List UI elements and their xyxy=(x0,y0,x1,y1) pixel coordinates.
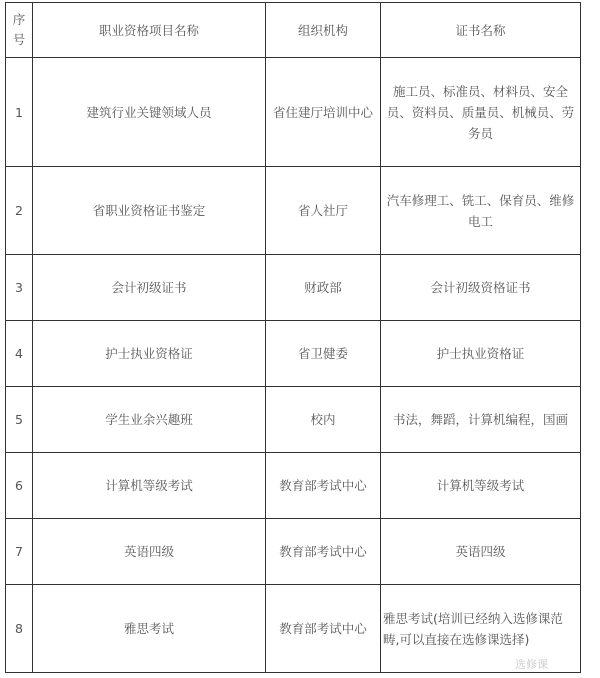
row-number: 3 xyxy=(6,255,33,321)
project-name: 英语四级 xyxy=(33,519,266,585)
table-row xyxy=(6,58,581,167)
row-number: 8 xyxy=(6,585,33,673)
row-number: 6 xyxy=(6,453,33,519)
certificate-name: 雅思考试(培训已经纳入选修课范畴,可以直接在选修课选择) xyxy=(381,585,581,673)
table-row xyxy=(6,255,581,321)
project-name: 建筑行业关键领域人员 xyxy=(33,58,266,167)
certificate-name: 计算机等级考试 xyxy=(381,453,581,519)
project-name: 护士执业资格证 xyxy=(33,321,266,387)
project-name: 省职业资格证书鉴定 xyxy=(33,167,266,255)
organization: 省住建厅培训中心 xyxy=(266,58,381,167)
certificate-name: 施工员、标准员、材料员、安全员、资料员、质量员、机械员、劳务员 xyxy=(381,58,581,167)
header-serial-number: 序号 xyxy=(6,3,33,58)
certificate-name: 书法，舞蹈，计算机编程，国画 xyxy=(381,387,581,453)
row-number: 5 xyxy=(6,387,33,453)
certificate-name: 护士执业资格证 xyxy=(381,321,581,387)
table-header-row xyxy=(6,3,581,58)
table-row xyxy=(6,519,581,585)
organization: 省卫健委 xyxy=(266,321,381,387)
row-number: 2 xyxy=(6,167,33,255)
organization: 教育部考试中心 xyxy=(266,519,381,585)
organization: 校内 xyxy=(266,387,381,453)
certificate-name: 英语四级 xyxy=(381,519,581,585)
header-project-name: 职业资格项目名称 xyxy=(33,3,266,58)
row-number: 1 xyxy=(6,58,33,167)
row-number: 7 xyxy=(6,519,33,585)
organization: 教育部考试中心 xyxy=(266,585,381,673)
table-row xyxy=(6,387,581,453)
table-row xyxy=(6,167,581,255)
organization: 财政部 xyxy=(266,255,381,321)
header-certificate-name: 证书名称 xyxy=(381,3,581,58)
table-row xyxy=(6,585,581,673)
project-name: 学生业余兴趣班 xyxy=(33,387,266,453)
table-row xyxy=(6,321,581,387)
qualification-table xyxy=(5,2,581,673)
project-name: 雅思考试 xyxy=(33,585,266,673)
header-organization: 组织机构 xyxy=(266,3,381,58)
certificate-name: 汽车修理工、铣工、保育员、维修电工 xyxy=(381,167,581,255)
organization: 省人社厅 xyxy=(266,167,381,255)
organization: 教育部考试中心 xyxy=(266,453,381,519)
table-row xyxy=(6,453,581,519)
project-name: 会计初级证书 xyxy=(33,255,266,321)
watermark: 选修课 xyxy=(515,658,548,671)
certificate-name: 会计初级资格证书 xyxy=(381,255,581,321)
row-number: 4 xyxy=(6,321,33,387)
project-name: 计算机等级考试 xyxy=(33,453,266,519)
